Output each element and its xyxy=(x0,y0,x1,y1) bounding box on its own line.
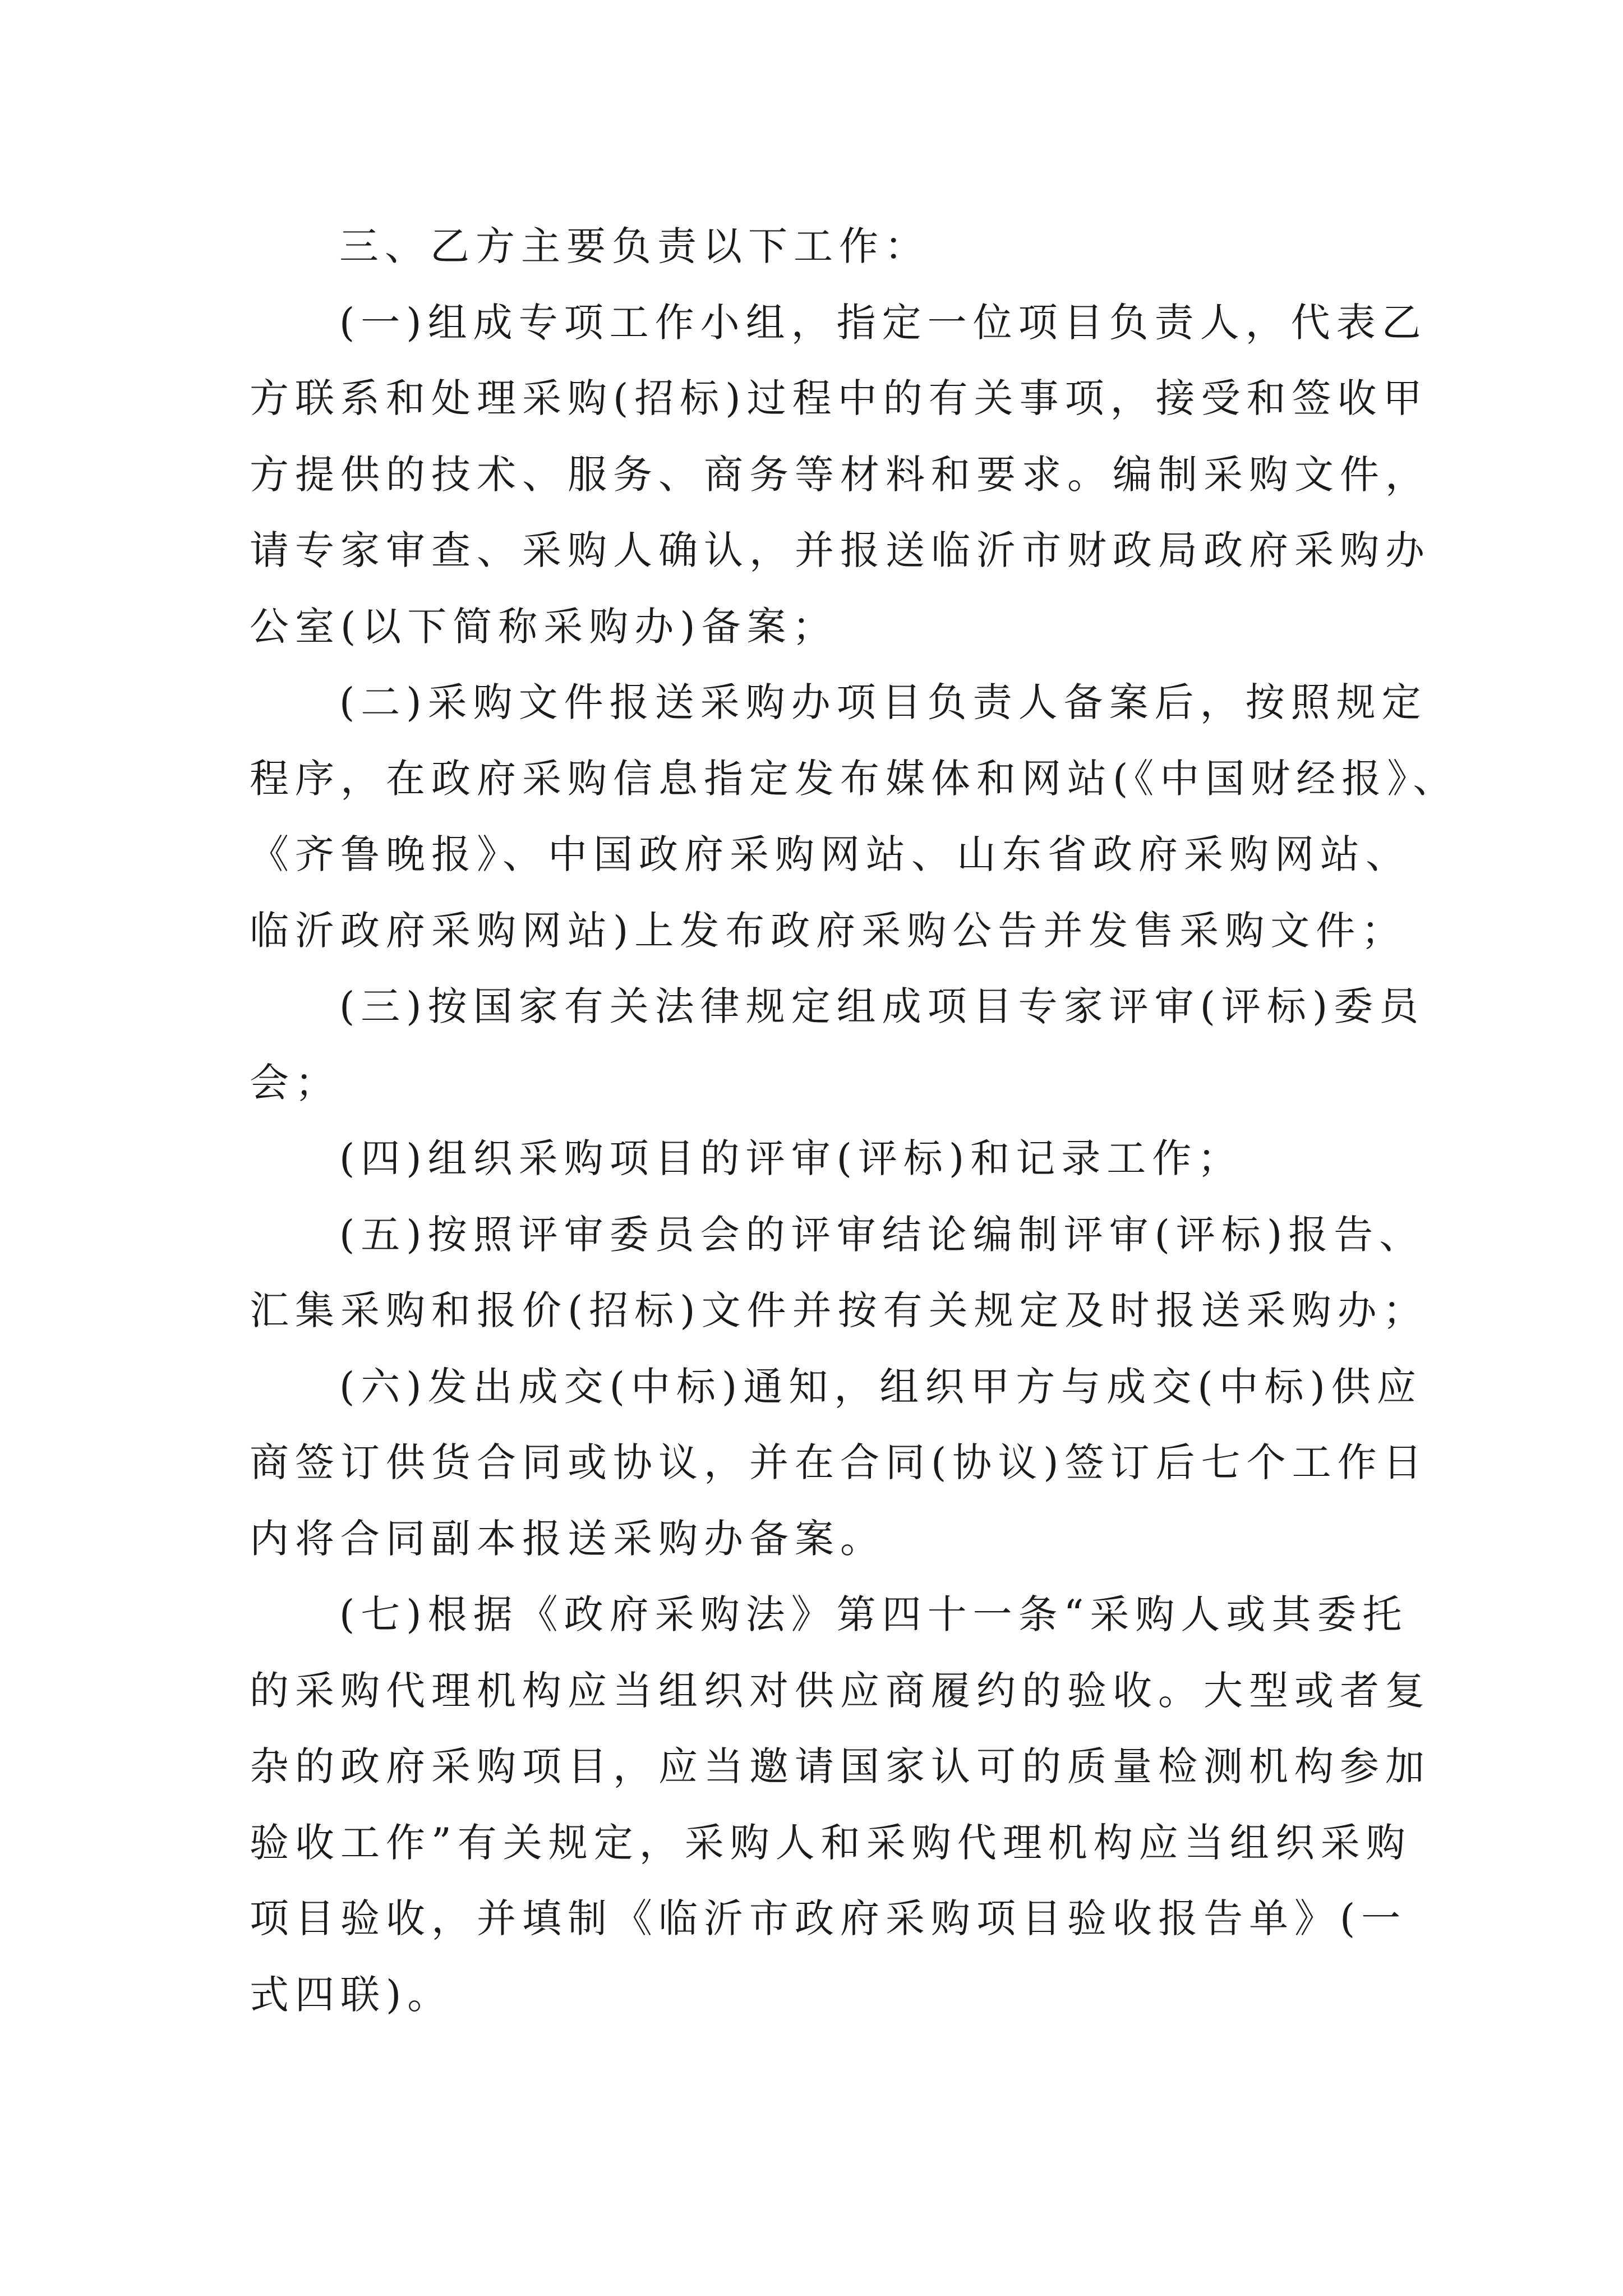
paragraph-line: 的采购代理机构应当组织对供应商履约的验收。大型或者复 xyxy=(250,1667,1431,1714)
section-heading: 三、乙方主要负责以下工作： xyxy=(339,223,930,269)
paragraph-line: 杂的政府采购项目，应当邀请国家认可的质量检测机构参加 xyxy=(250,1743,1431,1789)
paragraph-line: 内将合同副本报送采购办备案。 xyxy=(250,1515,886,1562)
paragraph-line: 公室(以下简称采购办)备案； xyxy=(250,603,838,650)
paragraph-line: 临沂政府采购网站)上发布政府采购公告并发售采购文件； xyxy=(250,907,1407,954)
paragraph-line: 式四联)。 xyxy=(250,1971,453,2018)
paragraph-line: 方提供的技术、服务、商务等材料和要求。编制采购文件， xyxy=(250,451,1431,498)
paragraph-line: (五)按照评审委员会的评审结论编制评审(评标)报告、 xyxy=(339,1211,1425,1258)
paragraph-line: (一)组成专项工作小组，指定一位项目负责人，代表乙 xyxy=(339,299,1427,346)
paragraph-line: 《齐鲁晚报》、中国政府采购网站、山东省政府采购网站、 xyxy=(250,831,1411,877)
paragraph-line: 验收工作”有关规定，采购人和采购代理机构应当组织采购 xyxy=(250,1819,1412,1866)
paragraph-line: (七)根据《政府采购法》第四十一条“采购人或其委托 xyxy=(339,1591,1408,1637)
paragraph-line: (六)发出成交(中标)通知，组织甲方与成交(中标)供应 xyxy=(339,1363,1422,1410)
paragraph-line: 请专家审查、采购人确认，并报送临沂市财政局政府采购办 xyxy=(250,527,1431,573)
paragraph-line: (四)组织采购项目的评审(评标)和记录工作； xyxy=(339,1135,1243,1181)
paragraph-line: 项目验收，并填制《临沂市政府采购项目验收报告单》(一 xyxy=(250,1895,1407,1941)
paragraph-line: (三)按国家有关法律规定组成项目专家评审(评标)委员 xyxy=(339,983,1425,1029)
document-body xyxy=(250,209,1459,2033)
paragraph-line: 程序，在政府采购信息指定发布媒体和网站(《中国财经报》、 xyxy=(250,755,1459,802)
paragraph-line: 商签订供货合同或协议，并在合同(协议)签订后七个工作日 xyxy=(250,1439,1428,1485)
paragraph-line: 方联系和处理采购(招标)过程中的有关事项，接受和签收甲 xyxy=(250,375,1428,421)
paragraph-line: 汇集采购和报价(招标)文件并按有关规定及时报送采购办； xyxy=(250,1287,1428,1333)
paragraph-line: (二)采购文件报送采购办项目负责人备案后，按照规定 xyxy=(339,679,1427,725)
paragraph-line: 会； xyxy=(250,1059,340,1106)
